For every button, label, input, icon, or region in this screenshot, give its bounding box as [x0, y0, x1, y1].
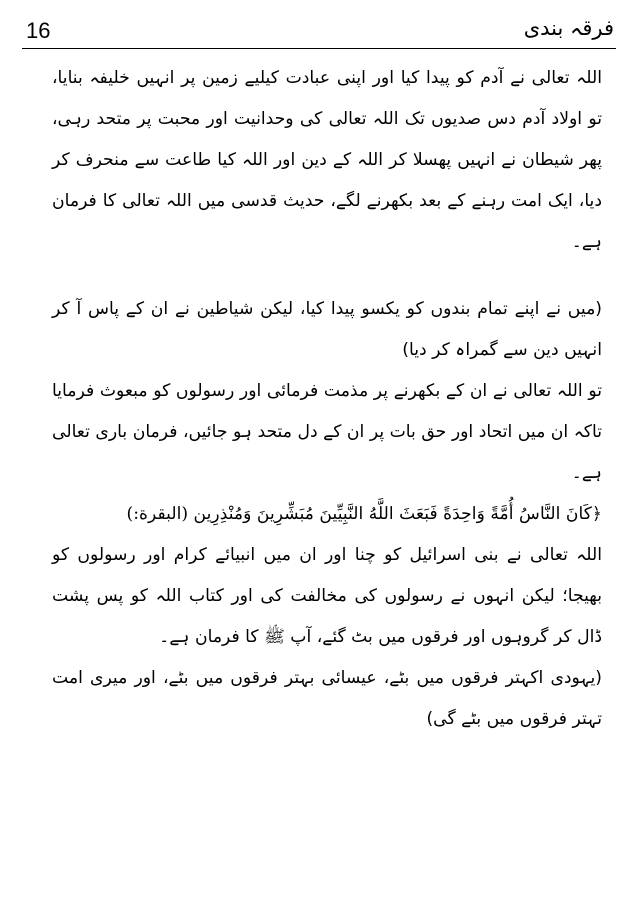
paragraph-hadith-sects: (یہودی اکہتر فرقوں میں بٹے، عیسائی بہتر فرقوں میں بٹے، اور میری امت تہتر فرقوں میں بٹے گی) [52, 668, 602, 729]
paragraph-sending-messengers: تو اللہ تعالی نے ان کے بکھرنے پر مذمت فرمائی اور رسولوں کو مبعوث فرمایا تاکہ ان میں اتحاد اور حق بات پر ان کے دل متحد ہو جائیں، فرمان باری تعالی ہے۔ [52, 381, 602, 483]
paragraph-bani-israel: اللہ تعالی نے بنی اسرائیل کو چنا اور ان میں انبیائے کرام اور رسولوں کو بھیجا؛ لیکن انہوں نے رسولوں کی مخالفت کی اور کتاب اللہ کو پس پشت ڈال کر گروہوں اور فرقوں میں بٹ گئے، آپ ﷺ کا فرمان ہے۔ [52, 545, 602, 647]
page-number: 16 [26, 18, 51, 43]
running-title: فرقہ بندی [523, 16, 614, 40]
paragraph-hadith-qudsi: (میں نے اپنے تمام بندوں کو یکسو پیدا کیا، لیکن شیاطین نے ان کے پاس آ کر انہیں دین سے گمراہ کر دیا) [52, 299, 602, 360]
paragraph-creation-of-adam: اللہ تعالی نے آدم کو پیدا کیا اور اپنی عبادت کیلیے زمین پر انہیں خلیفہ بنایا، تو اولاد آدم دس صدیوں تک اللہ تعالی کی وحدانیت اور محبت پر متحد رہی، پھر شیطان نے انہیں پھسلا کر اللہ کے دین اور اللہ کیا طاعت سے منحرف کر دیا، ایک امت رہنے کے بعد بکھرنے لگے، حدیث قدسی میں اللہ تعالی کا فرمان ہے۔ [52, 68, 602, 252]
quran-verse: ﴿كَانَ النَّاسُ أُمَّةً وَاحِدَةً فَبَعَثَ اللَّهُ النَّبِيِّينَ مُبَشِّرِينَ وَمُنْذِرِين (البقرة:) [126, 504, 602, 524]
page-header [22, 14, 616, 49]
page-body [52, 58, 602, 740]
